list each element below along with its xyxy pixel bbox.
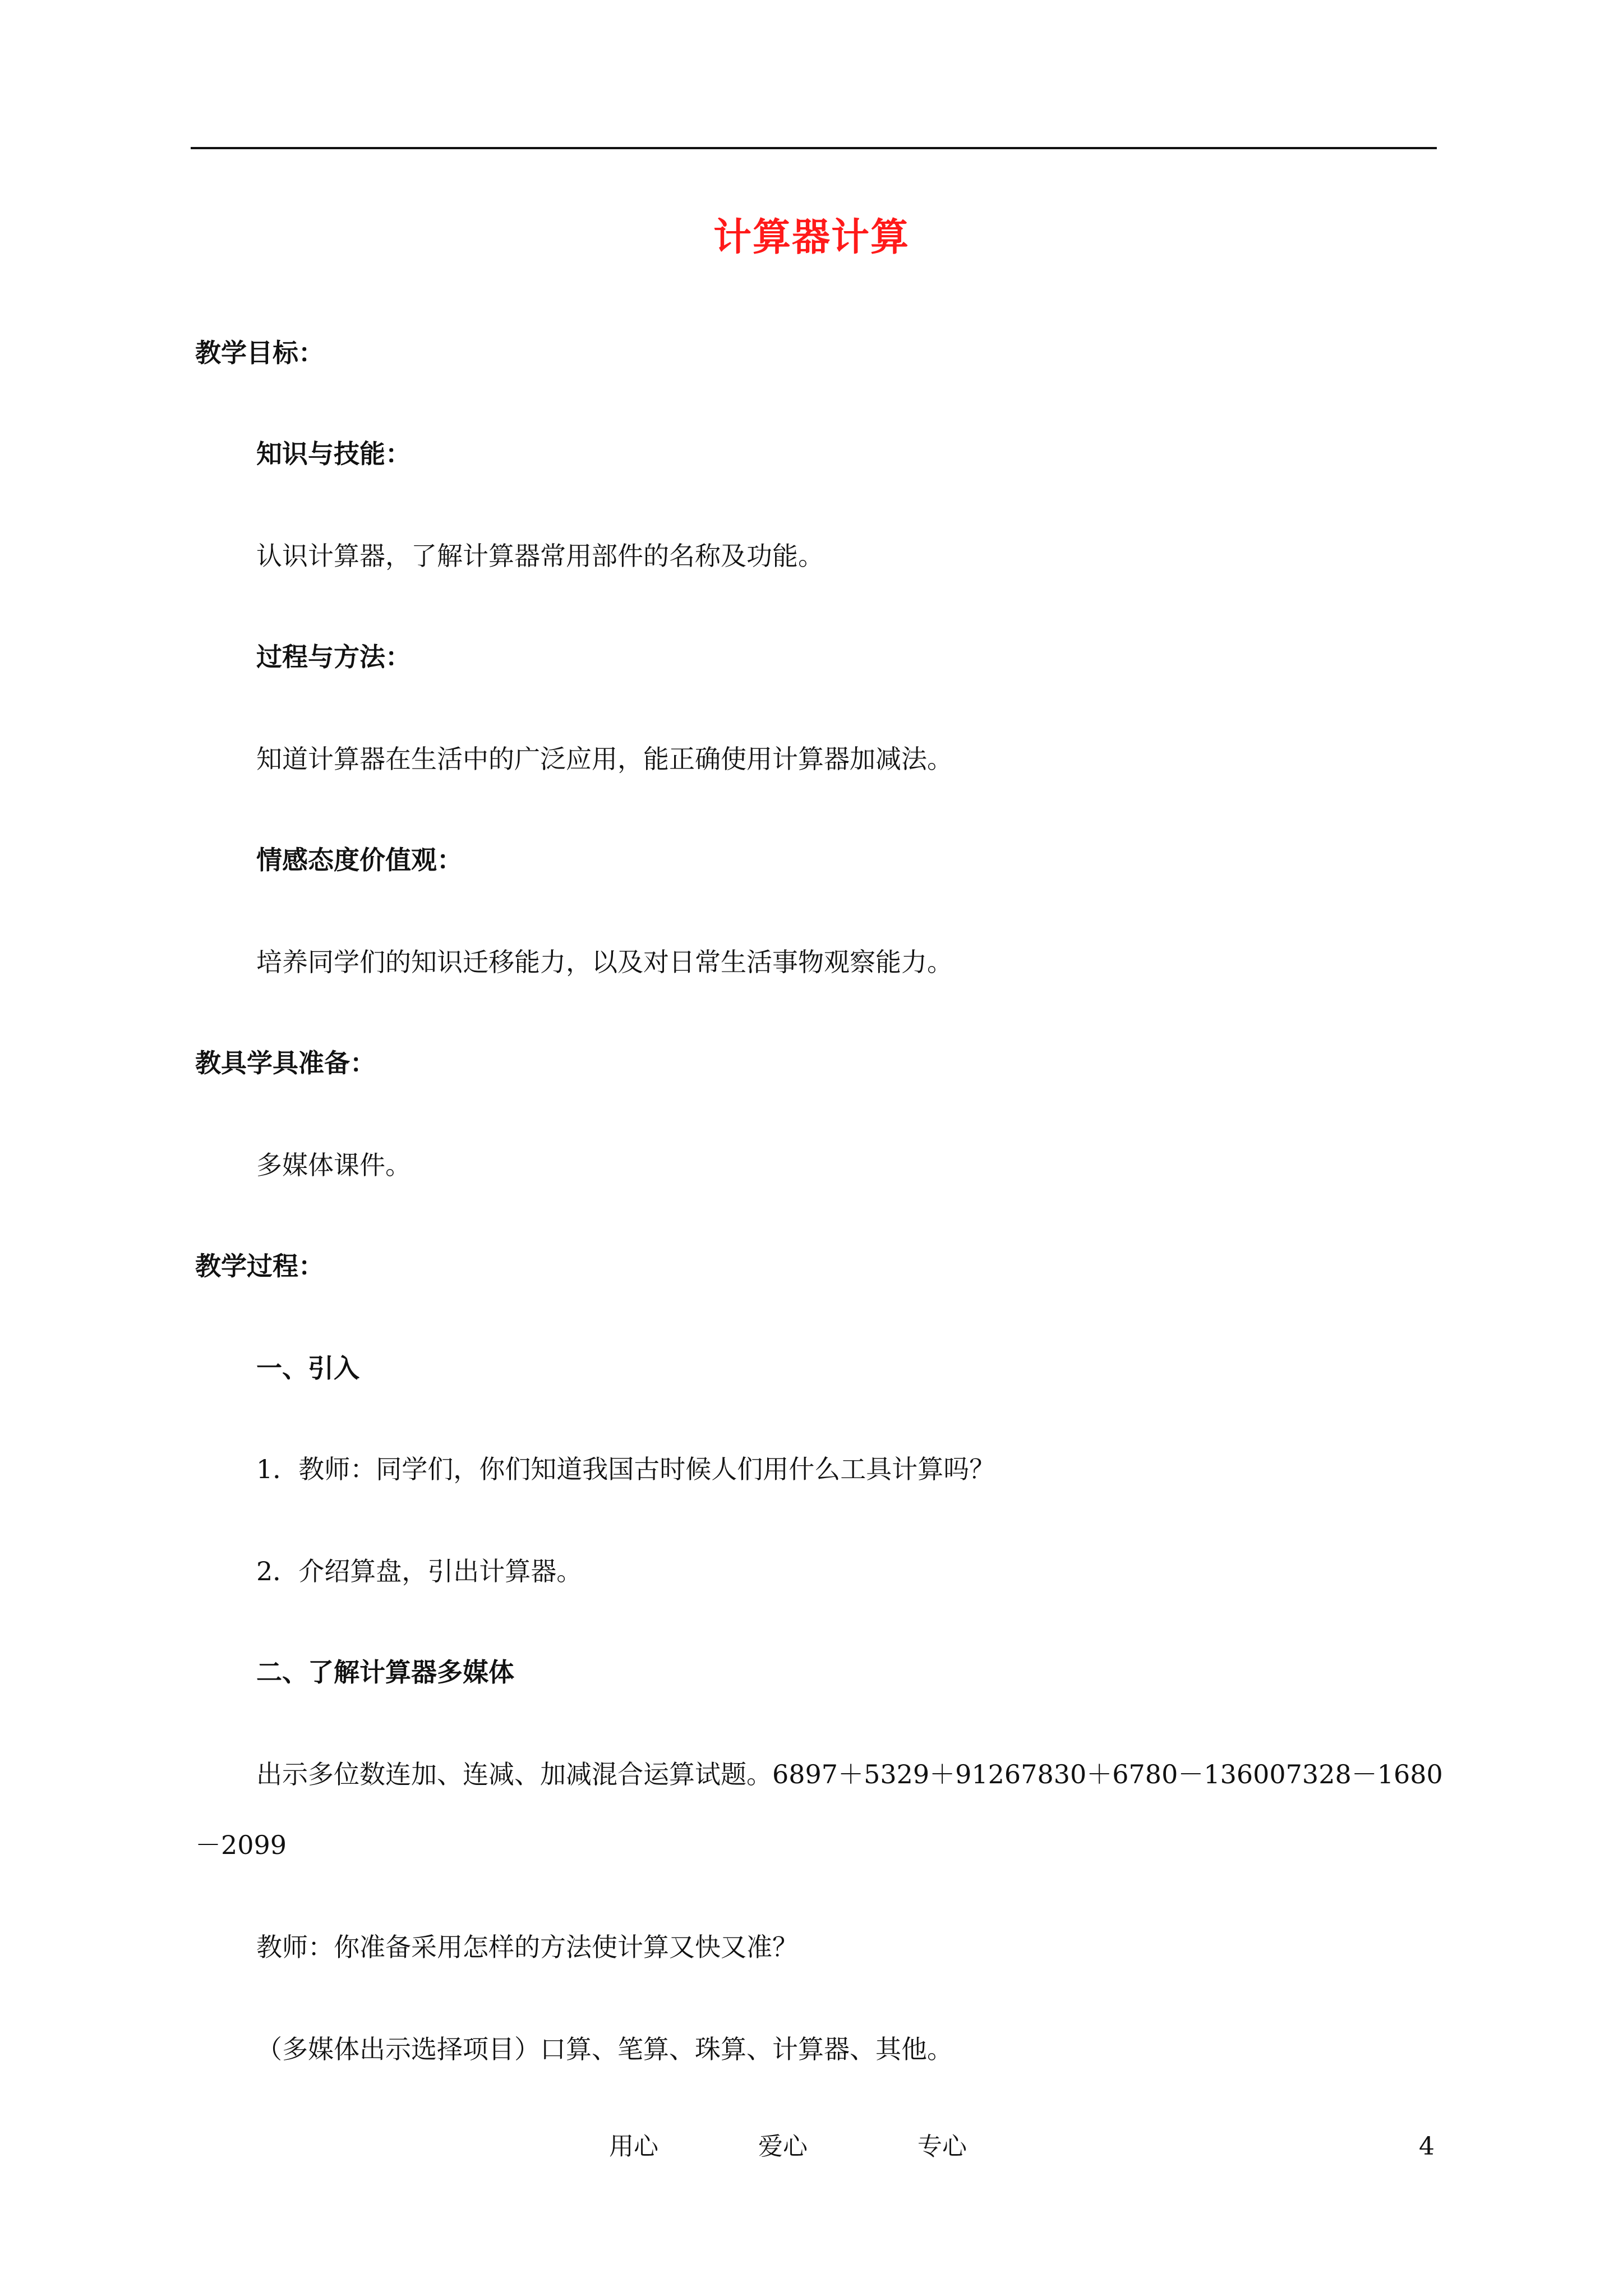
goals-heading: 教学目标：: [195, 338, 324, 368]
footer-word-3: 专心: [917, 2132, 967, 2161]
procedure-heading: 教学过程：: [195, 1251, 324, 1281]
part2-text-line-1: 出示多位数连加、连减、加减混合运算试题。6897＋5329＋91267830＋6780－136007328－1680: [256, 1759, 1443, 1789]
knowledge-heading: 知识与技能：: [256, 439, 411, 469]
page-title: 计算器计算: [713, 215, 910, 260]
part2-options: （多媒体出示选择项目）口算、笔算、珠算、计算器、其他。: [256, 2034, 953, 2064]
attitude-heading: 情感态度价值观：: [256, 845, 463, 875]
header-rule: [191, 147, 1437, 149]
prep-heading: 教具学具准备：: [195, 1048, 376, 1078]
part1-item-2: 2．介绍算盘，引出计算器。: [256, 1556, 583, 1586]
footer-word-1: 用心: [609, 2132, 658, 2161]
footer-word-2: 爱心: [758, 2132, 808, 2161]
prep-text: 多媒体课件。: [256, 1150, 411, 1180]
part2-question: 教师：你准备采用怎样的方法使计算又快又准？: [256, 1932, 798, 1962]
part1-heading: 一、引入: [256, 1353, 359, 1383]
knowledge-text: 认识计算器，了解计算器常用部件的名称及功能。: [256, 541, 824, 571]
part2-heading: 二、了解计算器多媒体: [256, 1657, 514, 1687]
part2-text-line-2: －2099: [195, 1830, 287, 1860]
part1-item-1: 1．教师：同学们，你们知道我国古时候人们用什么工具计算吗？: [256, 1454, 995, 1484]
process-text: 知道计算器在生活中的广泛应用，能正确使用计算器加减法。: [256, 744, 953, 774]
process-heading: 过程与方法：: [256, 642, 411, 672]
attitude-text: 培养同学们的知识迁移能力，以及对日常生活事物观察能力。: [256, 947, 953, 977]
page-number: 4: [1419, 2132, 1435, 2161]
